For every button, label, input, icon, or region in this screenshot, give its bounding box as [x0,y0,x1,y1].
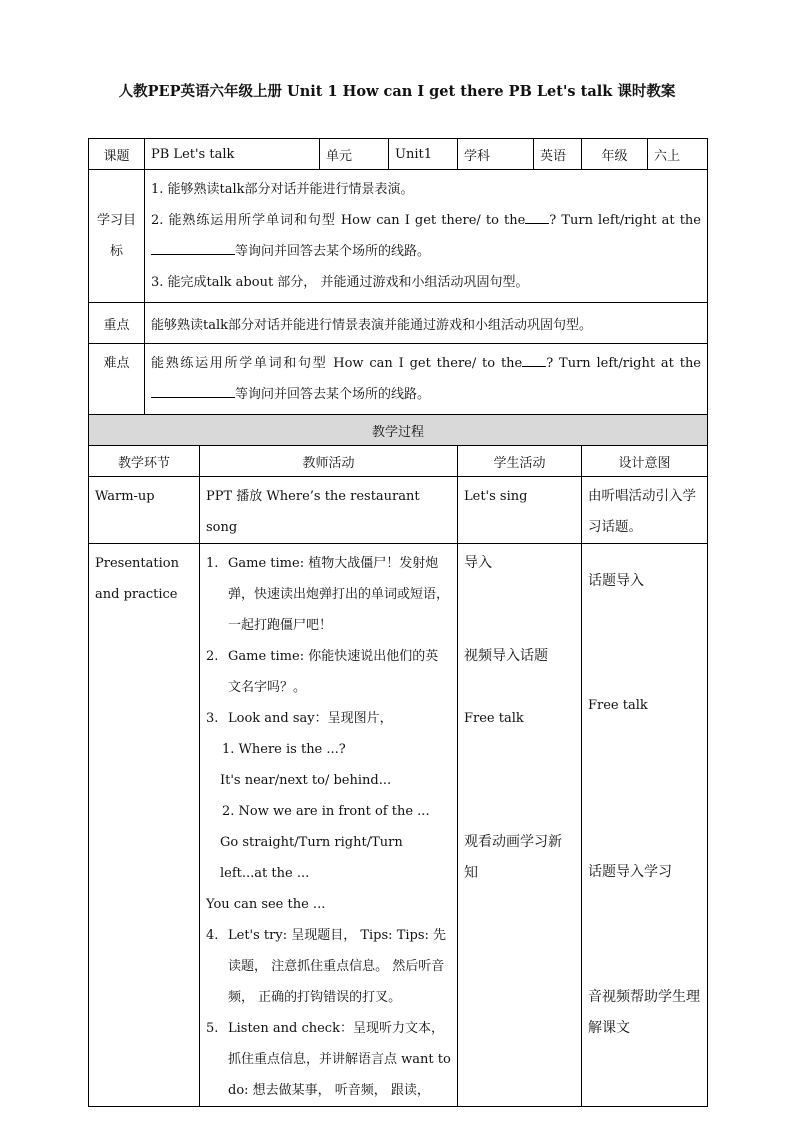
design-intent: 话题导入学习 [588,864,672,880]
teacher-step-3-line: 2. Now we are in front of the ... [222,804,430,819]
lesson-plan-table [88,138,708,1107]
key-points-text: 能够熟读talk部分对话并能进行情景表演并能通过游戏和小组活动巩固句型。 [145,303,708,344]
blank-line [151,385,235,398]
process-header-row [89,446,708,477]
teacher-step-2: 2. Game time: 你能快速说出他们的英文名字吗？。 [206,649,439,695]
teacher-step-4: 4. Let's try: 呈现题目， Tips: Tips: 先读题， 注意抓住重点信息。 然后听音频， 正确的打钩错误的打叉。 [206,928,447,1005]
warmup-student: Let's sing [458,477,582,544]
goals-content [145,170,708,303]
teacher-step-3-line: You can see the ... [206,897,326,912]
header-stage: 教学环节 [89,446,200,477]
presentation-stage: Presentation and practice [89,544,200,1107]
goals-row [89,170,708,303]
student-activity: 观看动画学习新知 [464,834,562,881]
document-title: 人教PEP英语六年级上册 Unit 1 How can I get there PB Let's talk 课时教案 [118,83,676,100]
subject-value: 英语 [534,139,582,170]
design-intent: 音视频帮助学生理解课文 [588,989,700,1036]
goal-item-1: 1. 能够熟读talk部分对话并能进行情景表演。 [151,182,414,197]
key-points-label: 重点 [89,303,145,344]
blank-line [522,354,546,367]
grade-label: 年级 [582,139,648,170]
key-points-row [89,303,708,344]
header-teacher: 教师活动 [200,446,458,477]
student-activity: 导入 [464,555,492,571]
goal-item-3: 3. 能完成talk about 部分， 并能通过游戏和小组活动巩固句型。 [151,275,529,290]
subject-label: 学科 [458,139,534,170]
presentation-teacher [200,544,458,1107]
difficulties-label: 难点 [89,344,145,415]
process-band: 教学过程 [89,415,708,446]
topic-label: 课题 [89,139,145,170]
info-row [89,139,708,170]
warmup-row [89,477,708,544]
warmup-intent: 由听唱活动引入学习话题。 [582,477,708,544]
goals-label: 学习目标 [89,170,145,303]
teacher-step-3-line: 1. Where is the ...? [222,742,346,757]
teacher-step-1: 1. Game time: 植物大战僵尸！发射炮弹，快速读出炮弹打出的单词或短语， 一起打跑僵尸吧！ [206,556,450,633]
grade-value: 六上 [648,139,708,170]
design-intent: Free talk [588,698,648,713]
header-intent: 设计意图 [582,446,708,477]
difficulties-row [89,344,708,415]
unit-value: Unit1 [389,139,458,170]
presentation-row [89,544,708,1107]
warmup-teacher: PPT 播放 Where’s the restaurant song [200,477,458,544]
teacher-step-3-line: It's near/next to/ behind... [220,773,392,788]
header-student: 学生活动 [458,446,582,477]
teacher-step-3: 3. Look and say：呈现图片， [206,711,393,726]
presentation-intent [582,544,708,1107]
process-band-row [89,415,708,446]
blank-line [525,211,549,224]
teacher-step-3-line: Go straight/Turn right/Turn left...at the ... [220,835,403,881]
design-intent: 话题导入 [588,573,644,589]
warmup-stage: Warm-up [89,477,200,544]
unit-label: 单元 [320,139,389,170]
teacher-step-5: 5. Listen and check：呈现听力文本， 抓住重点信息，并讲解语言点 want to do: 想去做某事， 听音频， 跟读， [206,1021,451,1098]
difficulties-text: 能熟练运用所学单词和句型 How can I get there/ to the ? Turn left/right at the等询问并回答去某个场所的线路。 [145,344,708,415]
blank-line [151,242,235,255]
topic-value: PB Let's talk [145,139,320,170]
goal-item-2: 2. 能熟练运用所学单词和句型 How can I get there/ to the ? Turn left/right at the等询问并回答去某个场所的线路。 [151,213,701,259]
student-activity: Free talk [464,711,524,726]
student-activity: 视频导入话题 [464,648,548,664]
presentation-student [458,544,582,1107]
